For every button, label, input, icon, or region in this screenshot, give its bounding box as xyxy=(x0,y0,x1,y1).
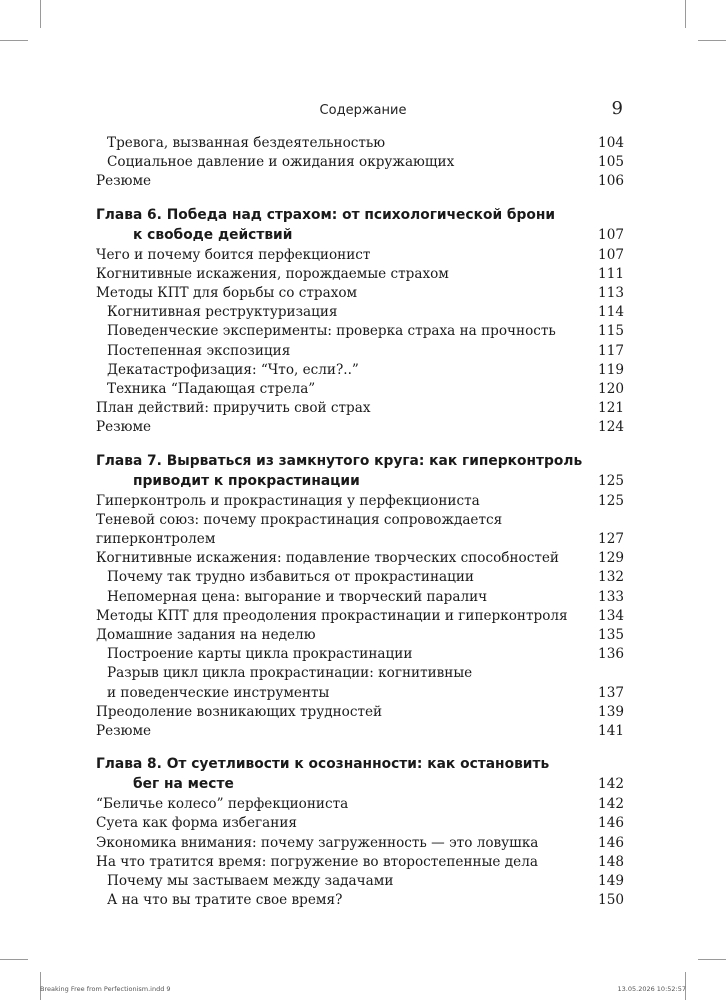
page-number: 9 xyxy=(611,98,623,119)
toc-entry-page: 114 xyxy=(598,304,624,321)
chapter-heading xyxy=(96,754,624,794)
toc-entry xyxy=(96,172,624,191)
toc-entry-title: Суета как форма избегания xyxy=(96,815,297,832)
toc-entry xyxy=(96,722,624,741)
toc-entry xyxy=(96,703,624,722)
toc-entry-title: На что тратится время: погружение во второстепенные дела xyxy=(96,853,538,870)
print-footer-file: Breaking Free from Perfectionism.indd 9 xyxy=(40,985,171,993)
toc-entry-page: 134 xyxy=(598,607,624,624)
toc-entry xyxy=(96,645,624,664)
toc-entry-title: Преодоление возникающих трудностей xyxy=(96,703,383,720)
toc-entry xyxy=(96,549,624,568)
toc-entry-page: 142 xyxy=(598,796,624,813)
chapter-title: Глава 6. Победа над страхом: от психологической брони xyxy=(96,206,556,223)
chapter-title: Глава 8. От суетливости к осознанности: как остановить xyxy=(96,756,550,773)
toc-entry xyxy=(96,891,624,910)
toc-entry-page: 136 xyxy=(598,646,624,663)
toc-entry xyxy=(96,626,624,645)
toc-entry-page: 106 xyxy=(598,173,624,190)
chapter-title-line-1 xyxy=(96,451,624,471)
toc-entry xyxy=(96,795,624,814)
toc-entry xyxy=(96,284,624,303)
toc-entry-title: и поведенческие инструменты xyxy=(107,684,330,701)
toc-entry-title: Поведенческие эксперименты: проверка страха на прочность xyxy=(107,323,556,340)
toc-entry xyxy=(96,511,624,530)
toc-entry xyxy=(96,342,624,361)
toc-entry xyxy=(96,265,624,284)
toc-entry xyxy=(96,153,624,172)
chapter-block xyxy=(96,451,624,742)
toc-entry-title: Когнитивные искажения: подавление творческих способностей xyxy=(96,550,559,567)
toc-entry-title: Методы КПТ для борьбы со страхом xyxy=(96,285,358,302)
toc-entry xyxy=(96,361,624,380)
toc-entry-page: 125 xyxy=(598,492,624,509)
toc-entry xyxy=(96,303,624,322)
toc-entry-title: А на что вы тратите свое время? xyxy=(107,892,343,909)
toc-entry-title: Резюме xyxy=(96,173,152,190)
toc-entry-title: Тревога, вызванная бездеятельностью xyxy=(107,135,386,151)
toc-entry-title: Социальное давление и ожидания окружающих xyxy=(107,154,455,171)
toc-entry-title: Постепенная экспозиция xyxy=(107,342,291,359)
toc-entry-title: Когнитивные искажения, порождаемые страхом xyxy=(96,265,449,282)
toc-entry-title: Почему мы застываем между задачами xyxy=(107,873,394,890)
toc-entry-title: Разрыв цикл цикла прокрастинации: когнитивные xyxy=(107,665,473,682)
toc-entry xyxy=(96,246,624,265)
running-header-title: Содержание xyxy=(319,103,407,118)
toc-entry-title: гиперконтролем xyxy=(96,531,216,548)
toc-entry-page: 104 xyxy=(598,135,624,151)
toc-entry xyxy=(96,568,624,587)
print-footer-timestamp: 13.05.2026 10:52:57 xyxy=(617,985,686,993)
toc-entry-page: 120 xyxy=(598,381,624,398)
toc-entry xyxy=(96,664,624,683)
toc-entry-page: 117 xyxy=(598,342,624,359)
toc-entry xyxy=(96,492,624,511)
toc-entry-title: Гиперконтроль и прокрастинация у перфекциониста xyxy=(96,492,480,509)
toc-entry-title: Непомерная цена: выгорание и творческий паралич xyxy=(107,588,488,605)
toc-entry xyxy=(96,853,624,872)
toc-entry-title: Экономика внимания: почему загруженность — это ловушка xyxy=(96,834,539,851)
crop-mark xyxy=(0,40,28,41)
toc-entry-page: 141 xyxy=(598,723,624,740)
toc-entry-page: 139 xyxy=(598,703,624,720)
toc-entry-title: Теневой союз: почему прокрастинация сопровождается xyxy=(96,511,503,528)
toc-entry xyxy=(96,322,624,341)
toc-entry xyxy=(96,684,624,703)
toc-entry xyxy=(96,134,624,153)
toc-entry xyxy=(96,607,624,626)
toc-entry-title: Почему так трудно избавиться от прокрастинации xyxy=(107,569,474,586)
toc-entry-page: 107 xyxy=(598,246,624,263)
toc-chapters xyxy=(96,205,624,911)
chapter-subtitle: к свободе действий xyxy=(133,226,293,243)
crop-mark xyxy=(698,40,726,41)
toc-entry-page: 113 xyxy=(598,285,624,302)
toc-entry-title: Резюме xyxy=(96,419,152,436)
toc-entry xyxy=(96,399,624,418)
chapter-subtitle: приводит к прокрастинации xyxy=(133,472,360,489)
toc-entry xyxy=(96,814,624,833)
toc-entry xyxy=(96,588,624,607)
toc-entry-title: “Беличье колесо” перфекциониста xyxy=(96,796,349,813)
toc-entry-page: 133 xyxy=(598,588,624,605)
toc-pre-entries xyxy=(96,134,624,192)
toc-entry-title: Методы КПТ для преодоления прокрастинации и гиперконтроля xyxy=(96,607,568,624)
chapter-block xyxy=(96,205,624,438)
chapter-title-line-1 xyxy=(96,205,624,225)
toc-entry-page: 124 xyxy=(598,419,624,436)
toc-entry-page: 121 xyxy=(598,400,624,417)
chapter-title-line-2 xyxy=(96,471,624,491)
toc-entry-title: Чего и почему боится перфекционист xyxy=(96,246,371,263)
toc-entry-page: 119 xyxy=(598,361,624,378)
toc-entry-title: Когнитивная реструктуризация xyxy=(107,304,338,321)
chapter-page: 107 xyxy=(598,226,624,243)
chapter-page: 142 xyxy=(598,776,624,793)
chapter-heading xyxy=(96,451,624,491)
toc-entry-title: Домашние задания на неделю xyxy=(96,627,316,644)
toc-entry-page: 148 xyxy=(598,853,624,870)
toc-entry xyxy=(96,380,624,399)
crop-mark xyxy=(40,0,41,28)
toc-entry-page: 146 xyxy=(598,815,624,832)
toc-entry-title: Техника “Падающая стрела” xyxy=(107,381,316,398)
chapter-title-line-2 xyxy=(96,225,624,245)
toc-entry-page: 146 xyxy=(598,834,624,851)
toc-entry xyxy=(96,530,624,549)
chapter-title: Глава 7. Вырваться из замкнутого круга: как гиперконтроль xyxy=(96,452,583,469)
toc-entry-page: 149 xyxy=(598,873,624,890)
chapter-page: 125 xyxy=(598,472,624,489)
chapter-heading xyxy=(96,205,624,245)
toc-entry-title: Построение карты цикла прокрастинации xyxy=(107,646,413,663)
toc-entry xyxy=(96,834,624,853)
toc-entry-page: 111 xyxy=(598,265,624,282)
toc-entry-page: 150 xyxy=(598,892,624,909)
chapter-title-line-1 xyxy=(96,754,624,774)
toc-entry-page: 129 xyxy=(598,550,624,567)
toc-entry-title: План действий: приручить свой страх xyxy=(96,400,371,417)
crop-mark xyxy=(698,959,726,960)
toc-entry-page: 132 xyxy=(598,569,624,586)
toc-entry xyxy=(96,872,624,891)
toc-entry-title: Резюме xyxy=(96,723,152,740)
toc-entry-title: Декатастрофизация: “Что, если?..” xyxy=(107,361,359,378)
chapter-block xyxy=(96,754,624,910)
toc-entry-page: 105 xyxy=(598,154,624,171)
crop-mark xyxy=(685,0,686,28)
table-of-contents xyxy=(96,134,624,911)
chapter-subtitle: бег на месте xyxy=(133,776,234,793)
crop-mark xyxy=(0,959,28,960)
chapter-title-line-2 xyxy=(96,774,624,794)
toc-entry-page: 137 xyxy=(598,684,624,701)
toc-entry-page: 135 xyxy=(598,627,624,644)
toc-entry-page: 127 xyxy=(598,531,624,548)
toc-entry-page: 115 xyxy=(598,323,624,340)
toc-entry xyxy=(96,418,624,437)
